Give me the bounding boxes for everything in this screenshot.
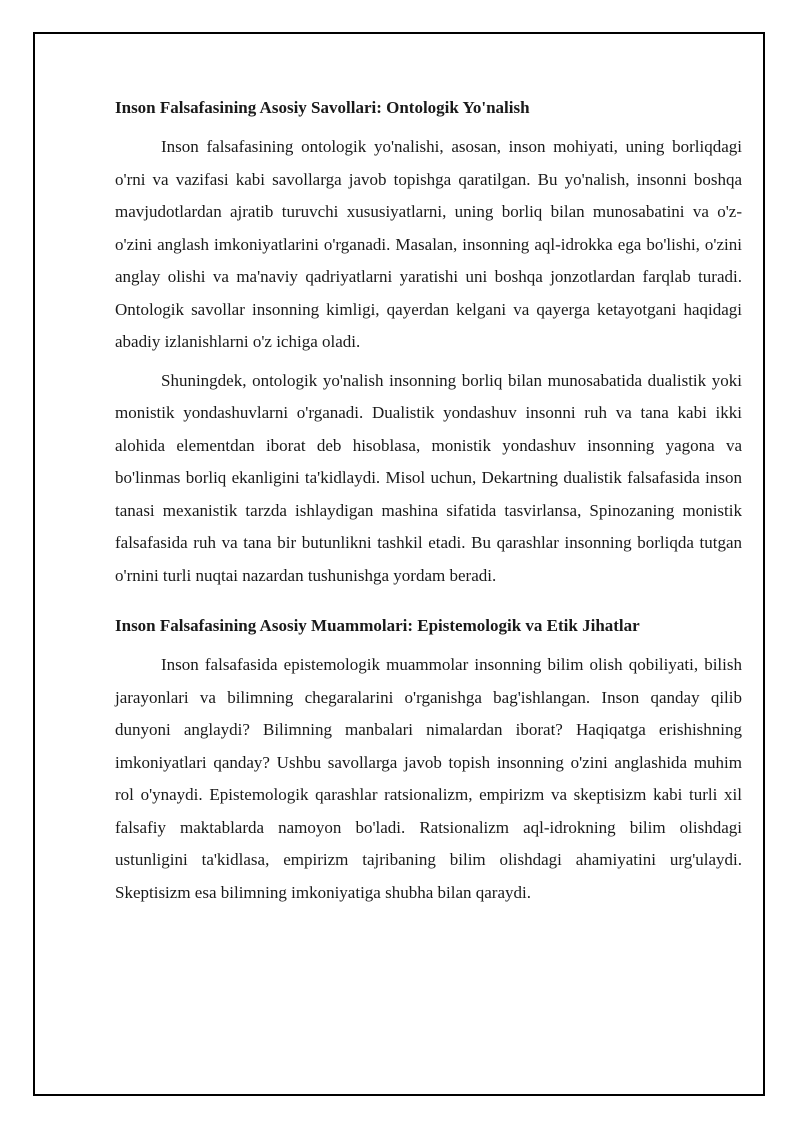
section-heading: Inson Falsafasining Asosiy Savollari: Ontologik Yo'nalish	[115, 98, 530, 117]
section-heading: Inson Falsafasining Asosiy Muammolari: Epistemologik va Etik Jihatlar	[115, 616, 640, 635]
section-ontologik	[115, 96, 742, 592]
paragraph: Inson falsafasining ontologik yo'nalishi, asosan, inson mohiyati, uning borliqdagi o'rni va vazifasi kabi savollarga javob topishga qaratilgan. Bu yo'nalish, insonni boshqa mavjudotlardan ajratib turuvchi xususiyatlarni, uning borliq bilan munosabatini va o'z-o'zini anglash imkoniyatlarini o'rganadi. Masalan, insonning aql-idrokka ega bo'lishi, o'zini anglay olishi va ma'naviy qadriyatlarni yaratishi uni boshqa jonzotlardan farqlab turadi. Ontologik savollar insonning kimligi, qayerdan kelgani va qayerga ketayotgani haqidagi abadiy izlanishlarni o'z ichiga oladi.	[115, 137, 742, 351]
section-epistemologik	[115, 614, 742, 909]
paragraph: Inson falsafasida epistemologik muammolar insonning bilim olish qobiliyati, bilish jarayonlari va bilimning chegaralarini o'rganishga bag'ishlangan. Inson qanday qilib dunyoni anglaydi? Bilimning manbalari nimalardan iborat? Haqiqatga erishishning imkoniyatlari qanday? Ushbu savollarga javob topish insonning o'zini anglashida muhim rol o'ynaydi. Epistemologik qarashlar ratsionalizm, empirizm va skeptisizm kabi turli xil falsafiy maktablarda namoyon bo'ladi. Ratsionalizm aql-idrokning bilim olishdagi ustunligini ta'kidlasa, empirizm tajribaning bilim olishdagi ahamiyatini urg'ulaydi. Skeptisizm esa bilimning imkoniyatiga shubha bilan qaraydi.	[115, 655, 742, 902]
document-body	[115, 96, 742, 915]
paragraph: Shuningdek, ontologik yo'nalish insonning borliq bilan munosabatida dualistik yoki monistik yondashuvlarni o'rganadi. Dualistik yondashuv insonni ruh va tana kabi ikki alohida elementdan iborat deb hisoblasa, monistik yondashuv insonning yagona va bo'linmas borliq ekanligini ta'kidlaydi. Misol uchun, Dekartning dualistik falsafasida inson tanasi mexanistik tarzda ishlaydigan mashina sifatida tasvirlansa, Spinozaning monistik falsafasida ruh va tana bir butunlikni tashkil etadi. Bu qarashlar insonning borliqda tutgan o'rnini turli nuqtai nazardan tushunishga yordam beradi.	[115, 370, 742, 585]
